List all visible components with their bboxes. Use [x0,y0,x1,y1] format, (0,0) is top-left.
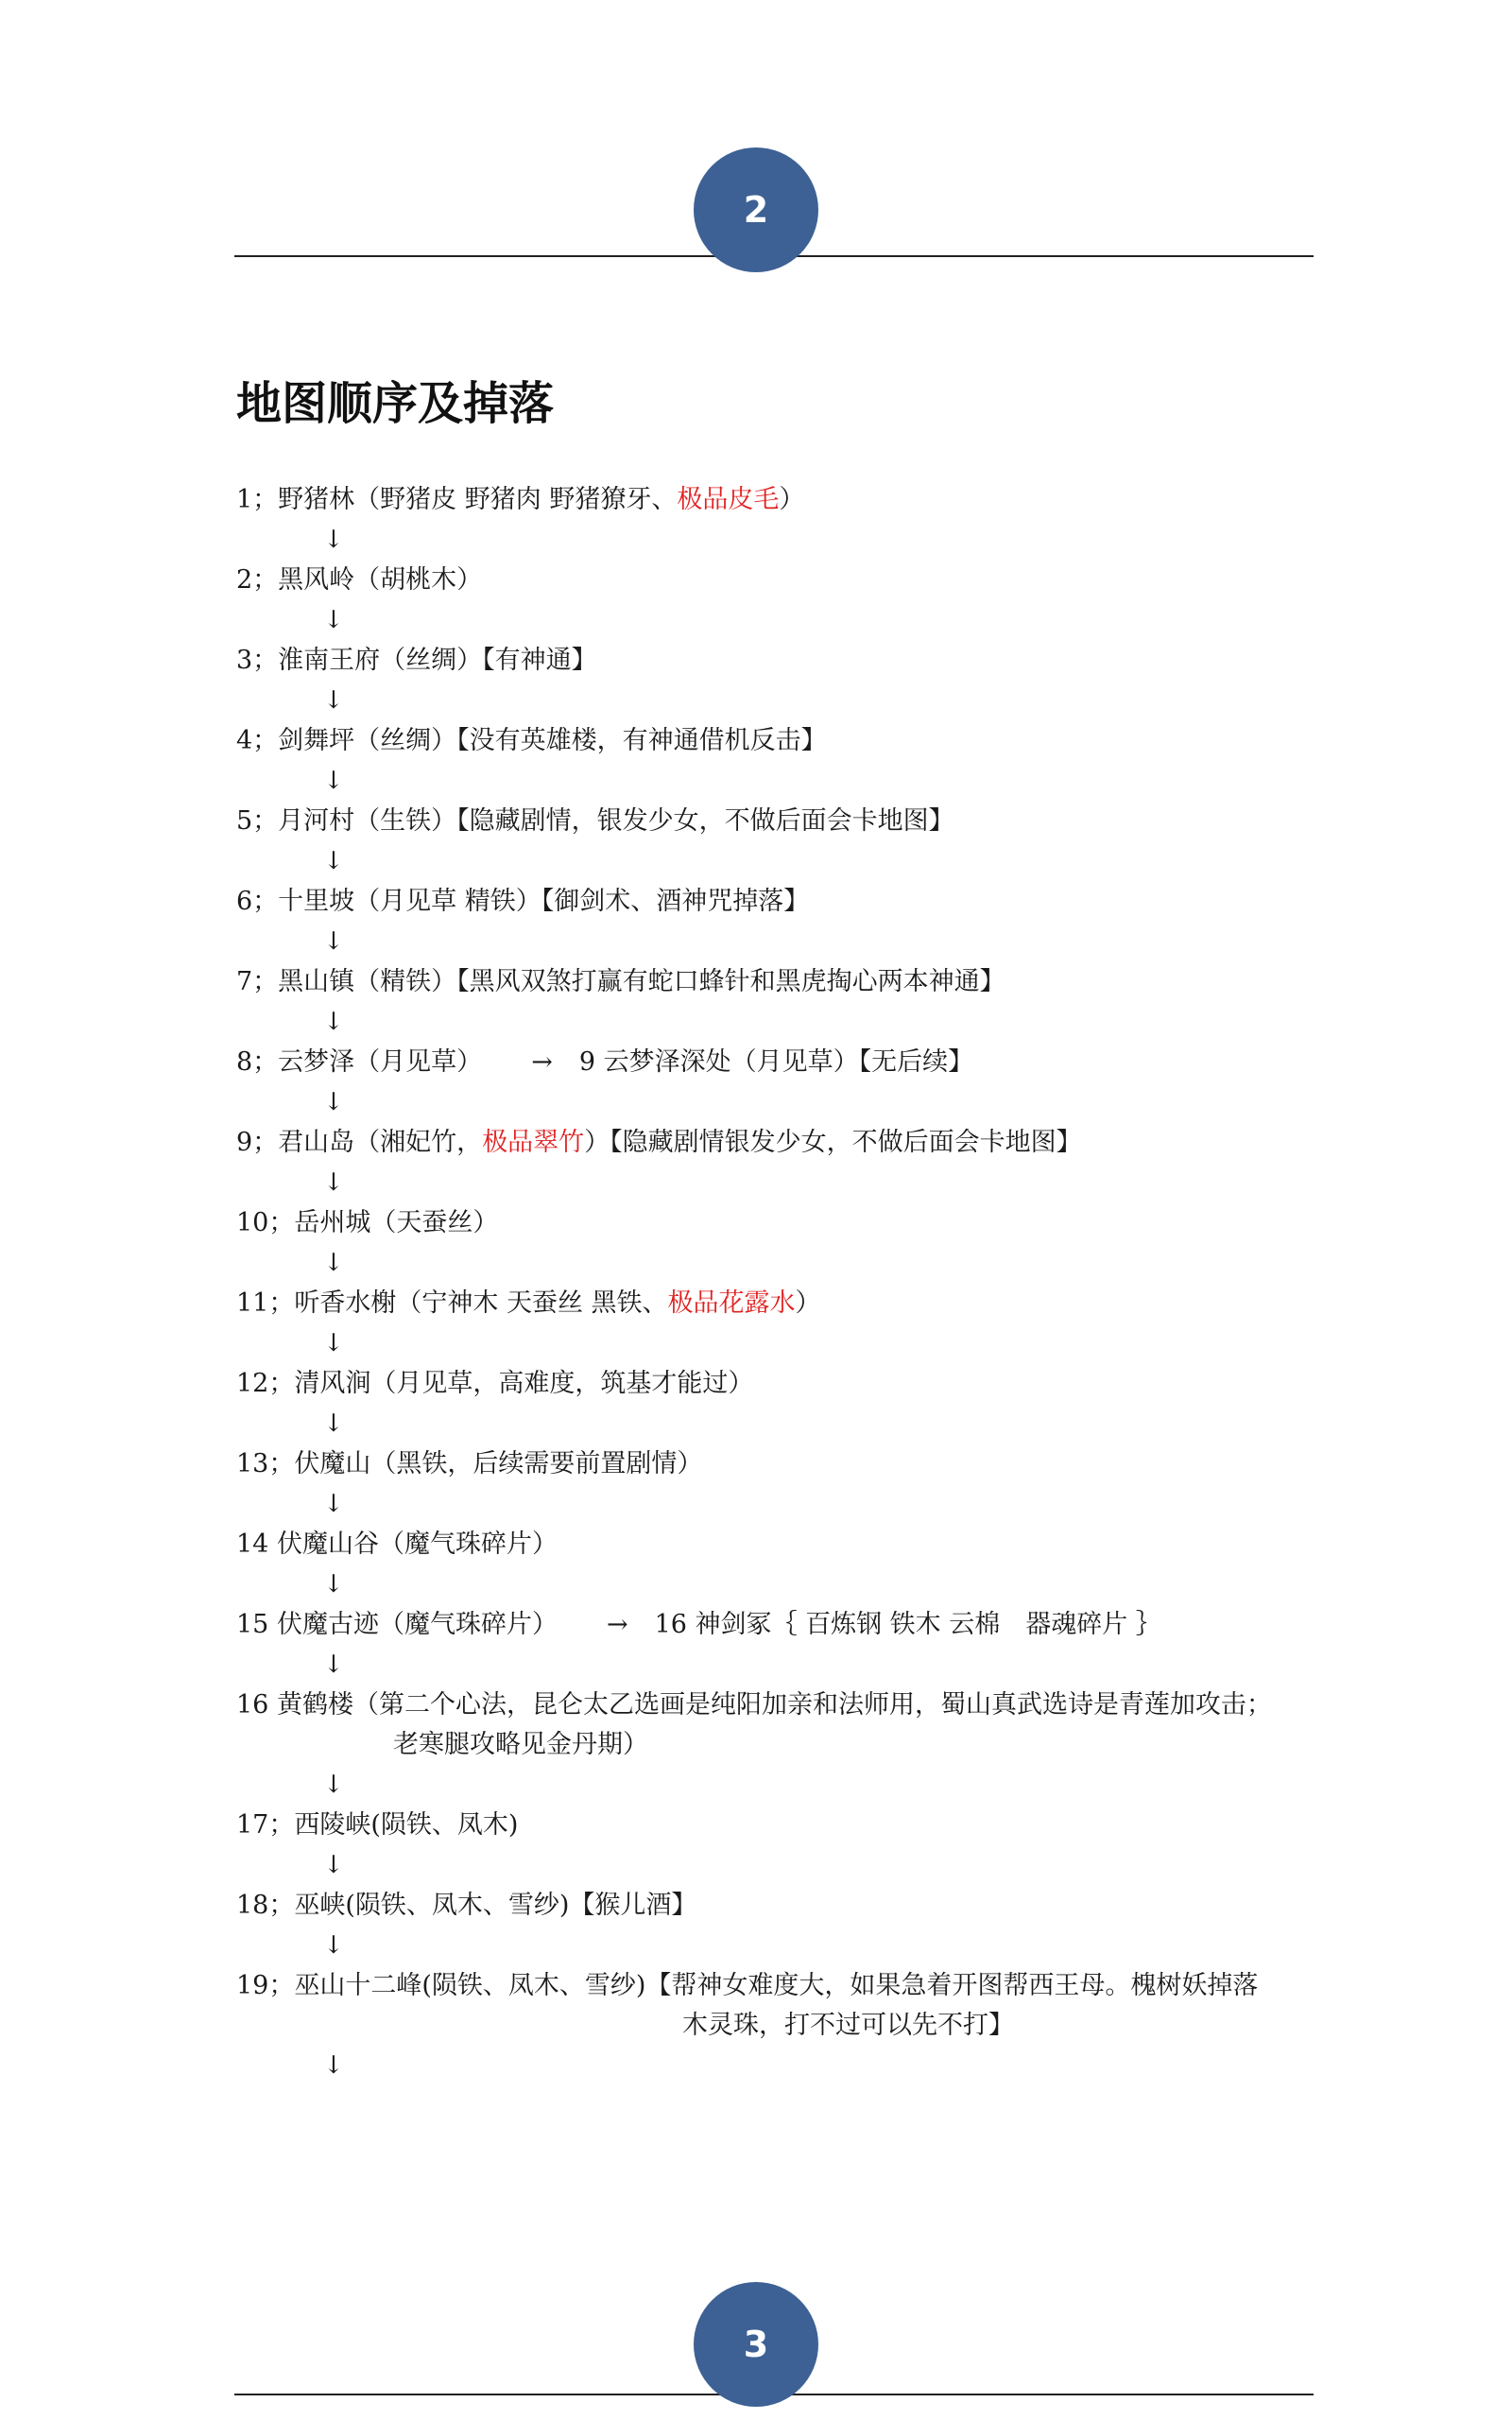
down-arrow-icon: ↓ [323,1851,344,1879]
rare-drop-text: 极品花露水 [667,1288,796,1318]
down-arrow-icon: ↓ [323,767,344,795]
down-arrow-icon: ↓ [323,927,344,956]
down-arrow-icon: ↓ [323,1931,344,1960]
map-step-continuation: 木灵珠，打不过可以先不打】 [682,2011,1014,2040]
map-step-text: 8；云梦泽（月见草） [236,1047,483,1077]
down-arrow-icon: ↓ [323,847,344,875]
header-page-badge: 2 [694,147,818,272]
map-step-text: 5；月河村（生铁）【隐藏剧情，银发少女，不做后面会卡地图】 [236,806,954,836]
map-step-text: 10；岳州城（天蚕丝） [236,1208,499,1237]
down-arrow-icon: ↓ [323,1651,344,1679]
map-step [236,1685,1323,1765]
map-step-continuation: 老寒腿攻略见金丹期） [393,1730,648,1759]
map-step [236,1203,1323,1243]
down-arrow-icon: ↓ [323,606,344,634]
map-step-text: 14 伏魔山谷（魔气珠碎片） [236,1530,558,1559]
map-step [236,1364,1323,1404]
down-arrow-icon: ↓ [323,1490,344,1518]
map-step-text: 11；听香水榭（宁神木 天蚕丝 黑铁、 [236,1288,668,1318]
down-arrow-icon: ↓ [323,1249,344,1277]
map-step-text: 1；野猪林（野猪皮 野猪肉 野猪獠牙、 [236,485,678,514]
map-step-text: 13；伏魔山（黑铁，后续需要前置剧情） [236,1449,703,1478]
map-step [236,1123,1323,1163]
map-step [236,962,1323,1002]
map-step [236,721,1323,761]
map-step-text: 3；淮南王府（丝绸）【有神通】 [236,646,597,675]
down-arrow-icon: ↓ [323,1771,344,1799]
map-step-text: 12；清风涧（月见草，高难度，筑基才能过） [236,1369,754,1398]
down-arrow-icon: ↓ [323,1329,344,1357]
map-step-text: 9；君山岛（湘妃竹， [236,1128,483,1157]
map-step [236,561,1323,600]
down-arrow-icon: ↓ [323,526,344,554]
page-title: 地图顺序及掉落 [236,377,555,430]
map-step [236,1886,1323,1926]
map-step [236,641,1323,681]
map-step-text: 6；十里坡（月见草 精铁）【御剑术、酒神咒掉落】 [236,887,810,916]
map-step-text: 17；西陵峡(陨铁、凤木) [236,1810,519,1840]
map-step [236,1043,1323,1082]
map-step [236,1806,1323,1845]
map-step-text: 18；巫峡(陨铁、凤木、雪纱)【猴儿酒】 [236,1891,697,1920]
map-step [236,1284,1323,1323]
map-step [236,480,1323,520]
down-arrow-icon: ↓ [323,1168,344,1197]
map-step-text: 16 黄鹤楼（第二个心法，昆仑太乙选画是纯阳加亲和法师用，蜀山真武选诗是青莲加攻击； [236,1690,1272,1720]
map-step-text: 2；黑风岭（胡桃木） [236,565,483,595]
map-step-text-tail: 16 神剑冢｛ 百炼钢 铁木 云棉 器魂碎片 ｝ [654,1610,1161,1639]
down-arrow-icon: ↓ [323,1088,344,1116]
down-arrow-icon: ↓ [323,1570,344,1599]
map-step-text-tail: ）【隐藏剧情银发少女，不做后面会卡地图】 [584,1128,1082,1157]
map-step [236,1525,1323,1564]
map-step-text-tail: ） [795,1288,821,1318]
down-arrow-icon: ↓ [323,1409,344,1438]
map-step [236,882,1323,922]
map-step-text: 4；剑舞坪（丝绸）【没有英雄楼，有神通借机反击】 [236,726,827,755]
map-step-text: 19；巫山十二峰(陨铁、凤木、雪纱)【帮神女难度大，如果急着开图帮西王母。槐树妖掉落 [236,1971,1259,2000]
down-arrow-icon: ↓ [323,686,344,715]
map-step [236,1966,1323,2046]
map-step [236,802,1323,841]
rare-drop-text: 极品翠竹 [482,1128,585,1157]
map-step [236,1605,1323,1645]
map-step-text: 15 伏魔古迹（魔气珠碎片） [236,1610,558,1639]
footer-page-badge: 3 [694,2282,818,2407]
map-step-text-tail: ） [779,485,805,514]
down-arrow-icon: ↓ [323,2051,344,2080]
branch-arrow-icon: → [606,1610,628,1639]
map-step [236,1444,1323,1484]
down-arrow-icon: ↓ [323,1008,344,1036]
map-step-text-tail: 9 云梦泽深处（月见草）【无后续】 [578,1047,974,1077]
map-step-text: 7；黑山镇（精铁）【黑风双煞打赢有蛇口蜂针和黑虎掏心两本神通】 [236,967,1005,996]
rare-drop-text: 极品皮毛 [677,485,780,514]
branch-arrow-icon: → [531,1047,553,1077]
map-order-list [236,480,1323,2086]
